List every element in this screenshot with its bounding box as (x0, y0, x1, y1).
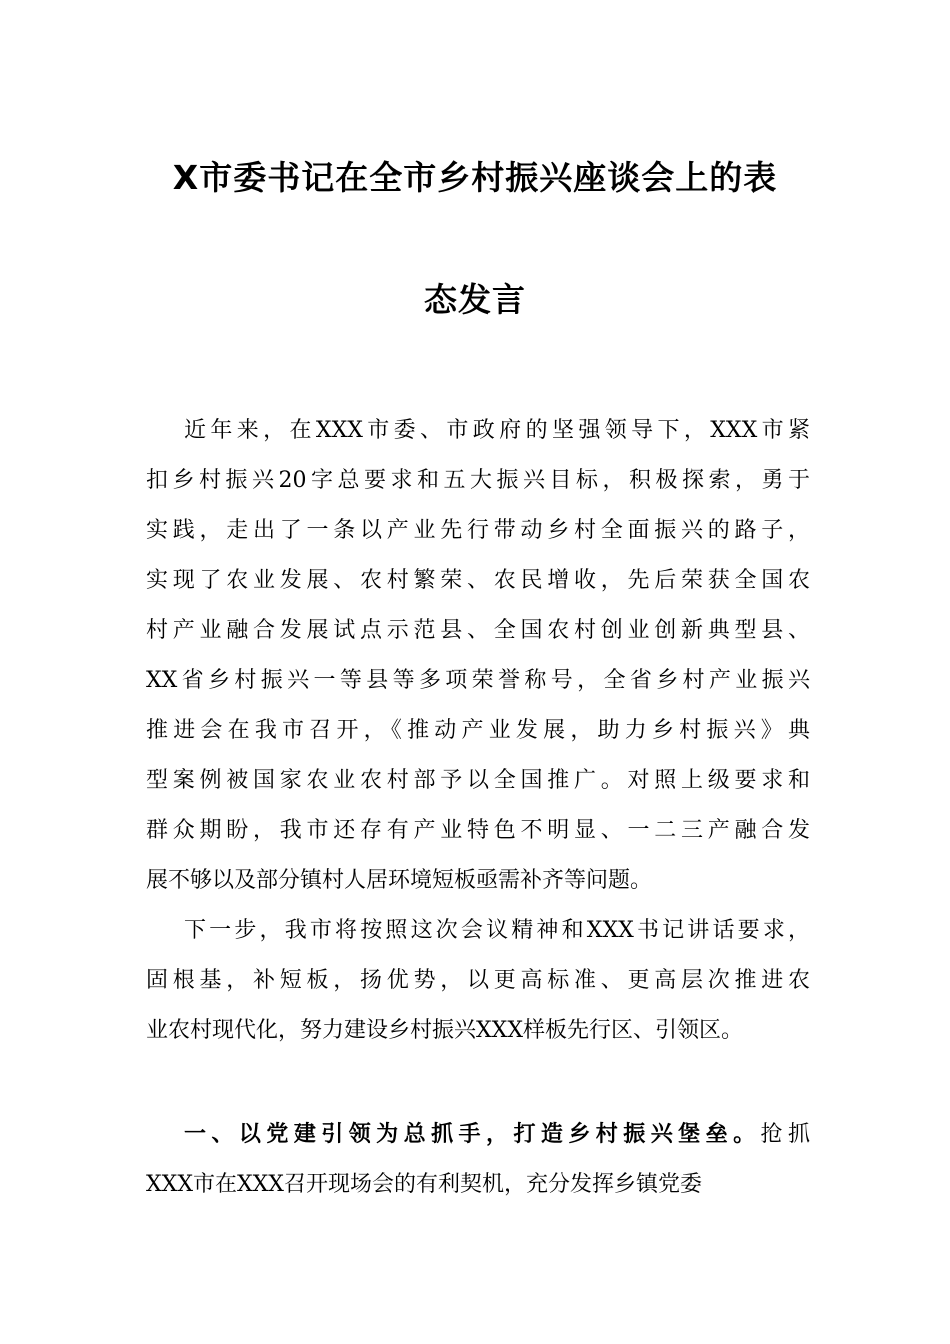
paragraph-1-line-8: 型案例被国家农业农村部予以全国推广。对照上级要求和 (146, 768, 810, 793)
paragraph-1-line-9: 群众期盼，我市还存有产业特色不明显、一二三产融合发 (146, 818, 810, 843)
paragraph-1-line-1: 近年来，在XXX市委、市政府的坚强领导下，XXX市紧 (184, 418, 810, 443)
paragraph-2-line-2: 固根基，补短板，扬优势，以更高标准、更高层次推进农 (146, 968, 810, 993)
paragraph-2-line-1: 下一步，我市将按照这次会议精神和XXX书记讲话要求， (184, 918, 810, 943)
paragraph-1-line-3: 实践，走出了一条以产业先行带动乡村全面振兴的路子， (146, 518, 810, 543)
paragraph-2-line-3: 业农村现代化，努力建设乡村振兴XXX样板先行区、引领区。 (146, 1018, 743, 1043)
paragraph-3-line-2: XXX市在XXX召开现场会的有利契机，充分发挥乡镇党委 (146, 1172, 702, 1197)
paragraph-1-line-7: 推进会在我市召开，《推动产业发展，助力乡村振兴》典 (146, 718, 810, 743)
paragraph-1-line-2: 扣乡村振兴20字总要求和五大振兴目标，积极探索，勇于 (146, 468, 810, 493)
paragraph-1-line-6: XX省乡村振兴一等县等多项荣誉称号，全省乡村产业振兴 (146, 668, 810, 693)
paragraph-3-text-start: 抢抓 (760, 1122, 810, 1147)
document-title-line-1: X市委书记在全市乡村振兴座谈会上的表 (172, 158, 778, 197)
paragraph-1-line-4: 实现了农业发展、农村繁荣、农民增收，先后荣获全国农 (146, 568, 810, 593)
paragraph-1-line-5: 村产业融合发展试点示范县、全国农村创业创新典型县、 (146, 618, 810, 643)
document-title-line-2: 态发言 (424, 280, 526, 319)
section-heading-1: 一、以党建引领为总抓手，打造乡村振兴堡垒。 (184, 1122, 761, 1147)
paragraph-1-line-10: 展不够以及部分镇村人居环境短板亟需补齐等问题。 (146, 868, 653, 893)
paragraph-3-line-1 (184, 1120, 810, 1150)
